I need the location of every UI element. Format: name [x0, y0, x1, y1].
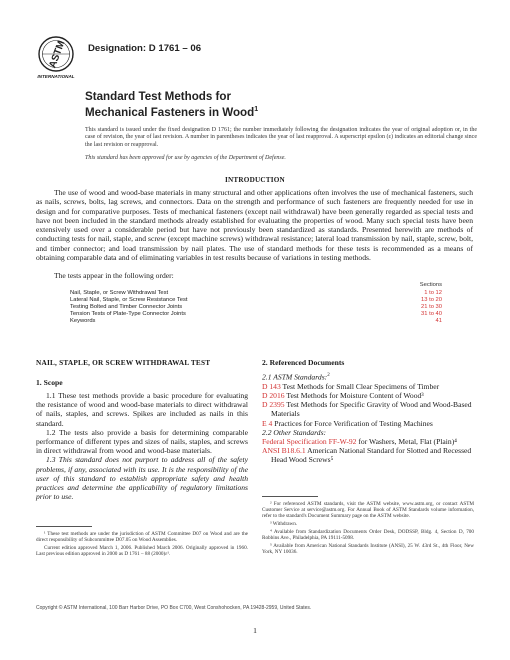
reference-text: for Washers, Metal, Flat (Plain)⁴ — [358, 436, 457, 446]
footnote: ² For referenced ASTM standards, visit the ASTM website, www.astm.org, or contact ASTM Customer Service at service@astm.org. For Annual Book of ASTM Standards volume information, refer to the standard's Document Summary page on the ASTM website. — [262, 501, 474, 520]
footnotes-left — [36, 531, 248, 559]
reference-link[interactable]: D 2395 — [262, 400, 285, 410]
reference-text: Test Methods for Small Clear Specimens of Timber — [282, 381, 440, 391]
title-line-2-text: Mechanical Fasteners in Wood — [85, 105, 255, 119]
scope-paragraph-1: 1.1 These test methods provide a basic procedure for evaluating the resistance of wood and wood-base materials to direct withdrawal of nails, staples, and screws. Spikes are included as nails in this standard. — [36, 391, 248, 428]
footnote-divider-left — [36, 526, 92, 527]
toc-row-sections-link[interactable]: 1 to 12 — [424, 290, 442, 296]
toc-header: Sections — [419, 282, 442, 288]
section-title: NAIL, STAPLE, OR SCREW WITHDRAWAL TEST — [36, 358, 211, 367]
toc-row-sections-link[interactable]: 41 — [435, 318, 442, 324]
reference-link[interactable]: E 4 — [262, 418, 273, 428]
reference-link[interactable]: D 143 — [262, 381, 281, 391]
astm-standards-label — [262, 371, 474, 382]
introduction-order-line: The tests appear in the following order: — [54, 271, 174, 280]
scope-heading: 1. Scope — [36, 378, 63, 387]
tests-order-table — [70, 282, 442, 325]
footnote: ⁵ Available from American National Standards Institute (ANSI), 25 W. 43rd St., 4th Floor, New York, NY 10036. — [262, 542, 474, 555]
logo-subtext: INTERNATIONAL — [37, 74, 75, 79]
scope-paragraph-3: 1.3 This standard does not purport to address all of the safety problems, if any, associated with its use. It is the responsibility of the user of this standard to establish appropriate safety and health practices and determine the applicability of regulatory limitations prior to use. — [36, 455, 248, 502]
approval-note: This standard has been approved for use by agencies of the Department of Defense. — [85, 155, 286, 161]
toc-row-name: Keywords — [70, 318, 96, 324]
reference-text: Test Methods for Moisture Content of Wood³ — [286, 390, 424, 400]
reference-link[interactable]: Federal Specification FF-W-92 — [262, 436, 357, 446]
toc-row — [70, 304, 442, 311]
reference-item — [262, 391, 474, 400]
reference-item — [262, 437, 474, 446]
footnote: ³ Withdrawn. — [270, 521, 298, 528]
copyright-line: Copyright © ASTM International, 100 Barr Harbor Drive, PO Box C700, West Conshohocken, PA 19428-2959, United States. — [36, 605, 312, 611]
toc-row — [70, 311, 442, 318]
footnote: ¹ These test methods are under the jurisdiction of ASTM Committee D07 on Wood and are the direct responsibility of Subcommittee D07.05 on Wood Assemblies. — [36, 531, 248, 544]
toc-row-name: Testing Bolted and Timber Connector Joints — [70, 304, 183, 310]
title-footnote-ref: 1 — [254, 106, 259, 113]
reference-item — [262, 382, 474, 391]
footnotes-right — [262, 501, 474, 557]
footnote: ⁴ Available from Standardization Documents Order Desk, DODSSP, Bldg. 4, Section D, 700 Robbins Ave., Philadelphia, PA 19111-5098. — [262, 528, 474, 542]
astm-logo-icon — [36, 34, 80, 80]
issue-note: This standard is issued under the fixed designation D 1761; the number immediately following the designation indicates the year of original adoption or, in the case of revision, the year of last revision. A number in parentheses indicates the year of last reapproval. A superscript epsilon (ε) indicates an editorial change since the last revision or reapproval. — [85, 127, 477, 148]
reference-item — [262, 419, 474, 428]
toc-row-sections-link[interactable]: 31 to 40 — [421, 311, 442, 317]
toc-row-sections-link[interactable]: 21 to 30 — [421, 304, 442, 310]
reference-text: Test Methods for Specific Gravity of Wood and Wood-Based Materials — [271, 400, 472, 419]
toc-row-name: Nail, Staple, or Screw Withdrawal Test — [70, 290, 169, 296]
reference-item — [262, 400, 474, 418]
reference-text: American National Standard for Slotted and Recessed Head Wood Screws⁵ — [271, 446, 472, 465]
toc-row-sections-link[interactable]: 13 to 20 — [421, 297, 442, 303]
referenced-documents-heading: 2. Referenced Documents — [262, 358, 345, 367]
footnote-divider-right — [262, 496, 318, 497]
reference-text: Practices for Force Verification of Testing Machines — [274, 418, 433, 428]
reference-item — [262, 446, 474, 464]
introduction-heading: INTRODUCTION — [225, 176, 285, 184]
toc-row-name: Tension Tests of Plate-Type Connector Joints — [70, 311, 186, 317]
title-line-2 — [85, 103, 258, 119]
document-title — [85, 90, 258, 119]
introduction-paragraph: The use of wood and wood-base materials in many structural and other applications often involves the use of mechanical fasteners, such as nails, screws, bolts, lag screws, and connectors. Data on the strength and performance of such fasteners are frequently needed for use in design and for comparative purposes. Tests of mechanical fasteners (except nail withdrawal) have been generally regarded as special tests and have not been included in the standard methods already established for evaluating the properties of wood. Many such special tests have been extensively used over a considerable period but have not previously been standardized as standards. Presented herewith are methods of conducting tests for nail, staple, and screw (except machine screws) withdrawal resistance; lateral load transmission by nail, staple, screw, bolt, and timber connector; and load transmission by nail plates. The use of standard methods for these tests is recommended as a means of obtaining comparable data and of eliminating variables in test results because of variations in testing methods. — [36, 188, 473, 262]
page-number: 1 — [253, 626, 257, 635]
right-column — [262, 358, 474, 465]
left-column — [36, 358, 248, 501]
footnote: Current edition approved March 1, 2006. Published March 2006. Originally approved in 1960. Last previous edition approved in 2000 as D 1761 – 88 (2000)ε¹. — [36, 544, 248, 558]
scope-paragraph-2: 1.2 The tests also provide a basis for determining comparable performance of different types and sizes of nails, staples, and screws in direct withdrawal from wood and wood-base materials. — [36, 427, 248, 456]
astm-standards-label-text: 2.1 ASTM Standards: — [262, 372, 328, 382]
other-standards-label: 2.2 Other Standards: — [262, 427, 327, 437]
astm-standards-footnote-ref: 2 — [327, 373, 330, 378]
toc-row-name: Lateral Nail, Staple, or Screw Resistance Test — [70, 297, 188, 303]
toc-row — [70, 290, 442, 297]
reference-link[interactable]: D 2016 — [262, 390, 285, 400]
reference-link[interactable]: ANSI B18.6.1 — [262, 446, 306, 456]
logo-text: ASTM — [47, 39, 68, 70]
toc-row — [70, 297, 442, 304]
toc-row — [70, 318, 442, 325]
designation: Designation: D 1761 – 06 — [88, 43, 202, 54]
title-line-1: Standard Test Methods for — [85, 90, 232, 103]
